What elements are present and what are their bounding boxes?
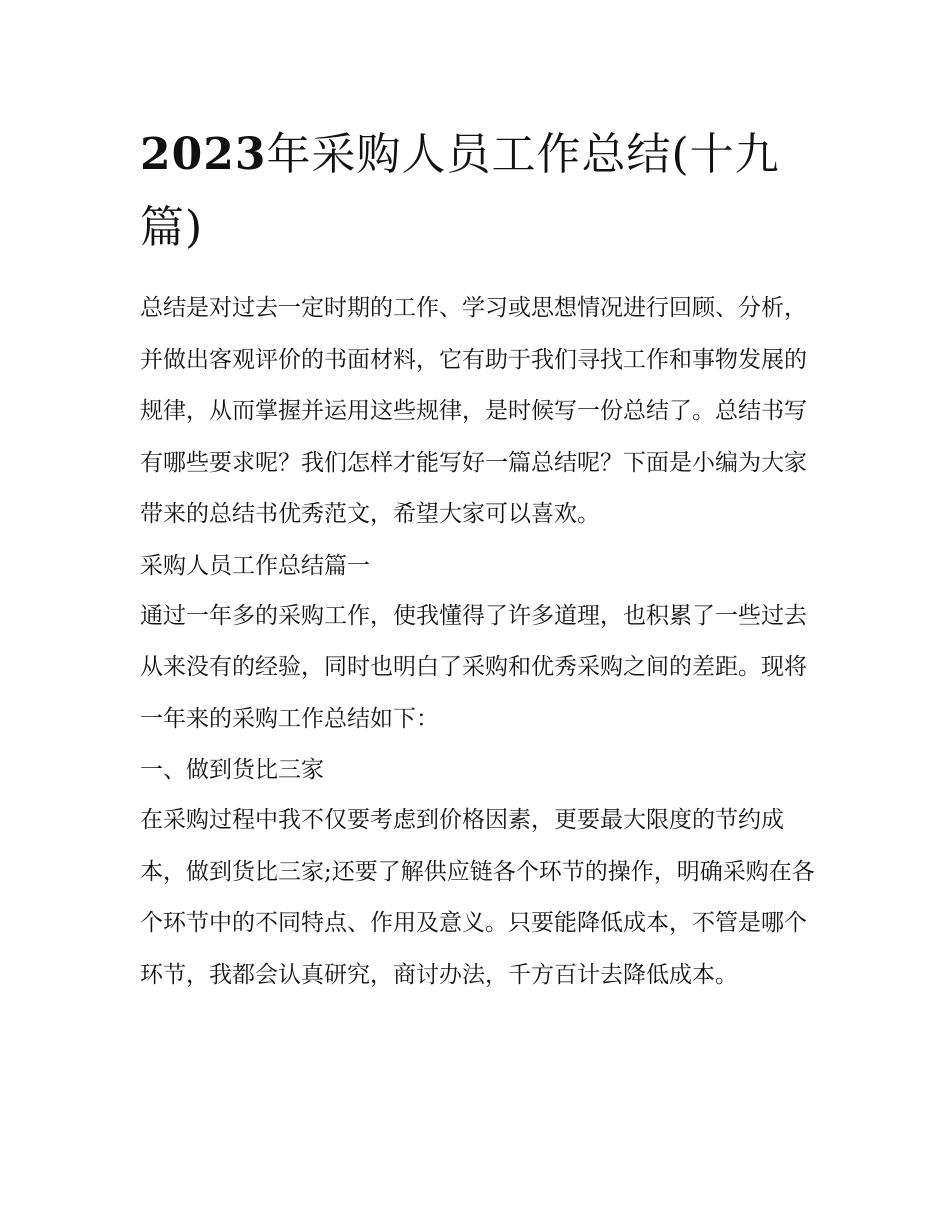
document-title — [140, 118, 820, 264]
compare-prices-paragraph: 在采购过程中我不仅要考虑到价格因素，更要最大限度的节约成本，做到货比三家;还要了解供应链各个环节的操作，明确采购在各个环节中的不同特点、作用及意义。只要能降低成本，不管是哪个环节，我都会认真研究，商讨办法，千方百计去降低成本。 — [140, 807, 815, 988]
title-text: 年采购人员工作总结(十九篇) — [140, 129, 780, 253]
subsection-heading-compare-prices: 一、做到货比三家 — [140, 757, 324, 783]
document-body — [140, 283, 820, 1001]
part-one-intro-paragraph: 通过一年多的采购工作，使我懂得了许多道理，也积累了一些过去从来没有的经验，同时也明白了采购和优秀采购之间的差距。现将一年来的采购工作总结如下： — [140, 602, 807, 732]
intro-paragraph: 总结是对过去一定时期的工作、学习或思想情况进行回顾、分析，并做出客观评价的书面材料，它有助于我们寻找工作和事物发展的规律，从而掌握并运用这些规律，是时候写一份总结了。总结书写有哪些要求呢？我们怎样才能写好一篇总结呢？下面是小编为大家带来的总结书优秀范文，希望大家可以喜欢。 — [140, 295, 807, 527]
title-year: 2023 — [140, 129, 267, 180]
section-heading-part-one: 采购人员工作总结篇一 — [140, 552, 370, 579]
